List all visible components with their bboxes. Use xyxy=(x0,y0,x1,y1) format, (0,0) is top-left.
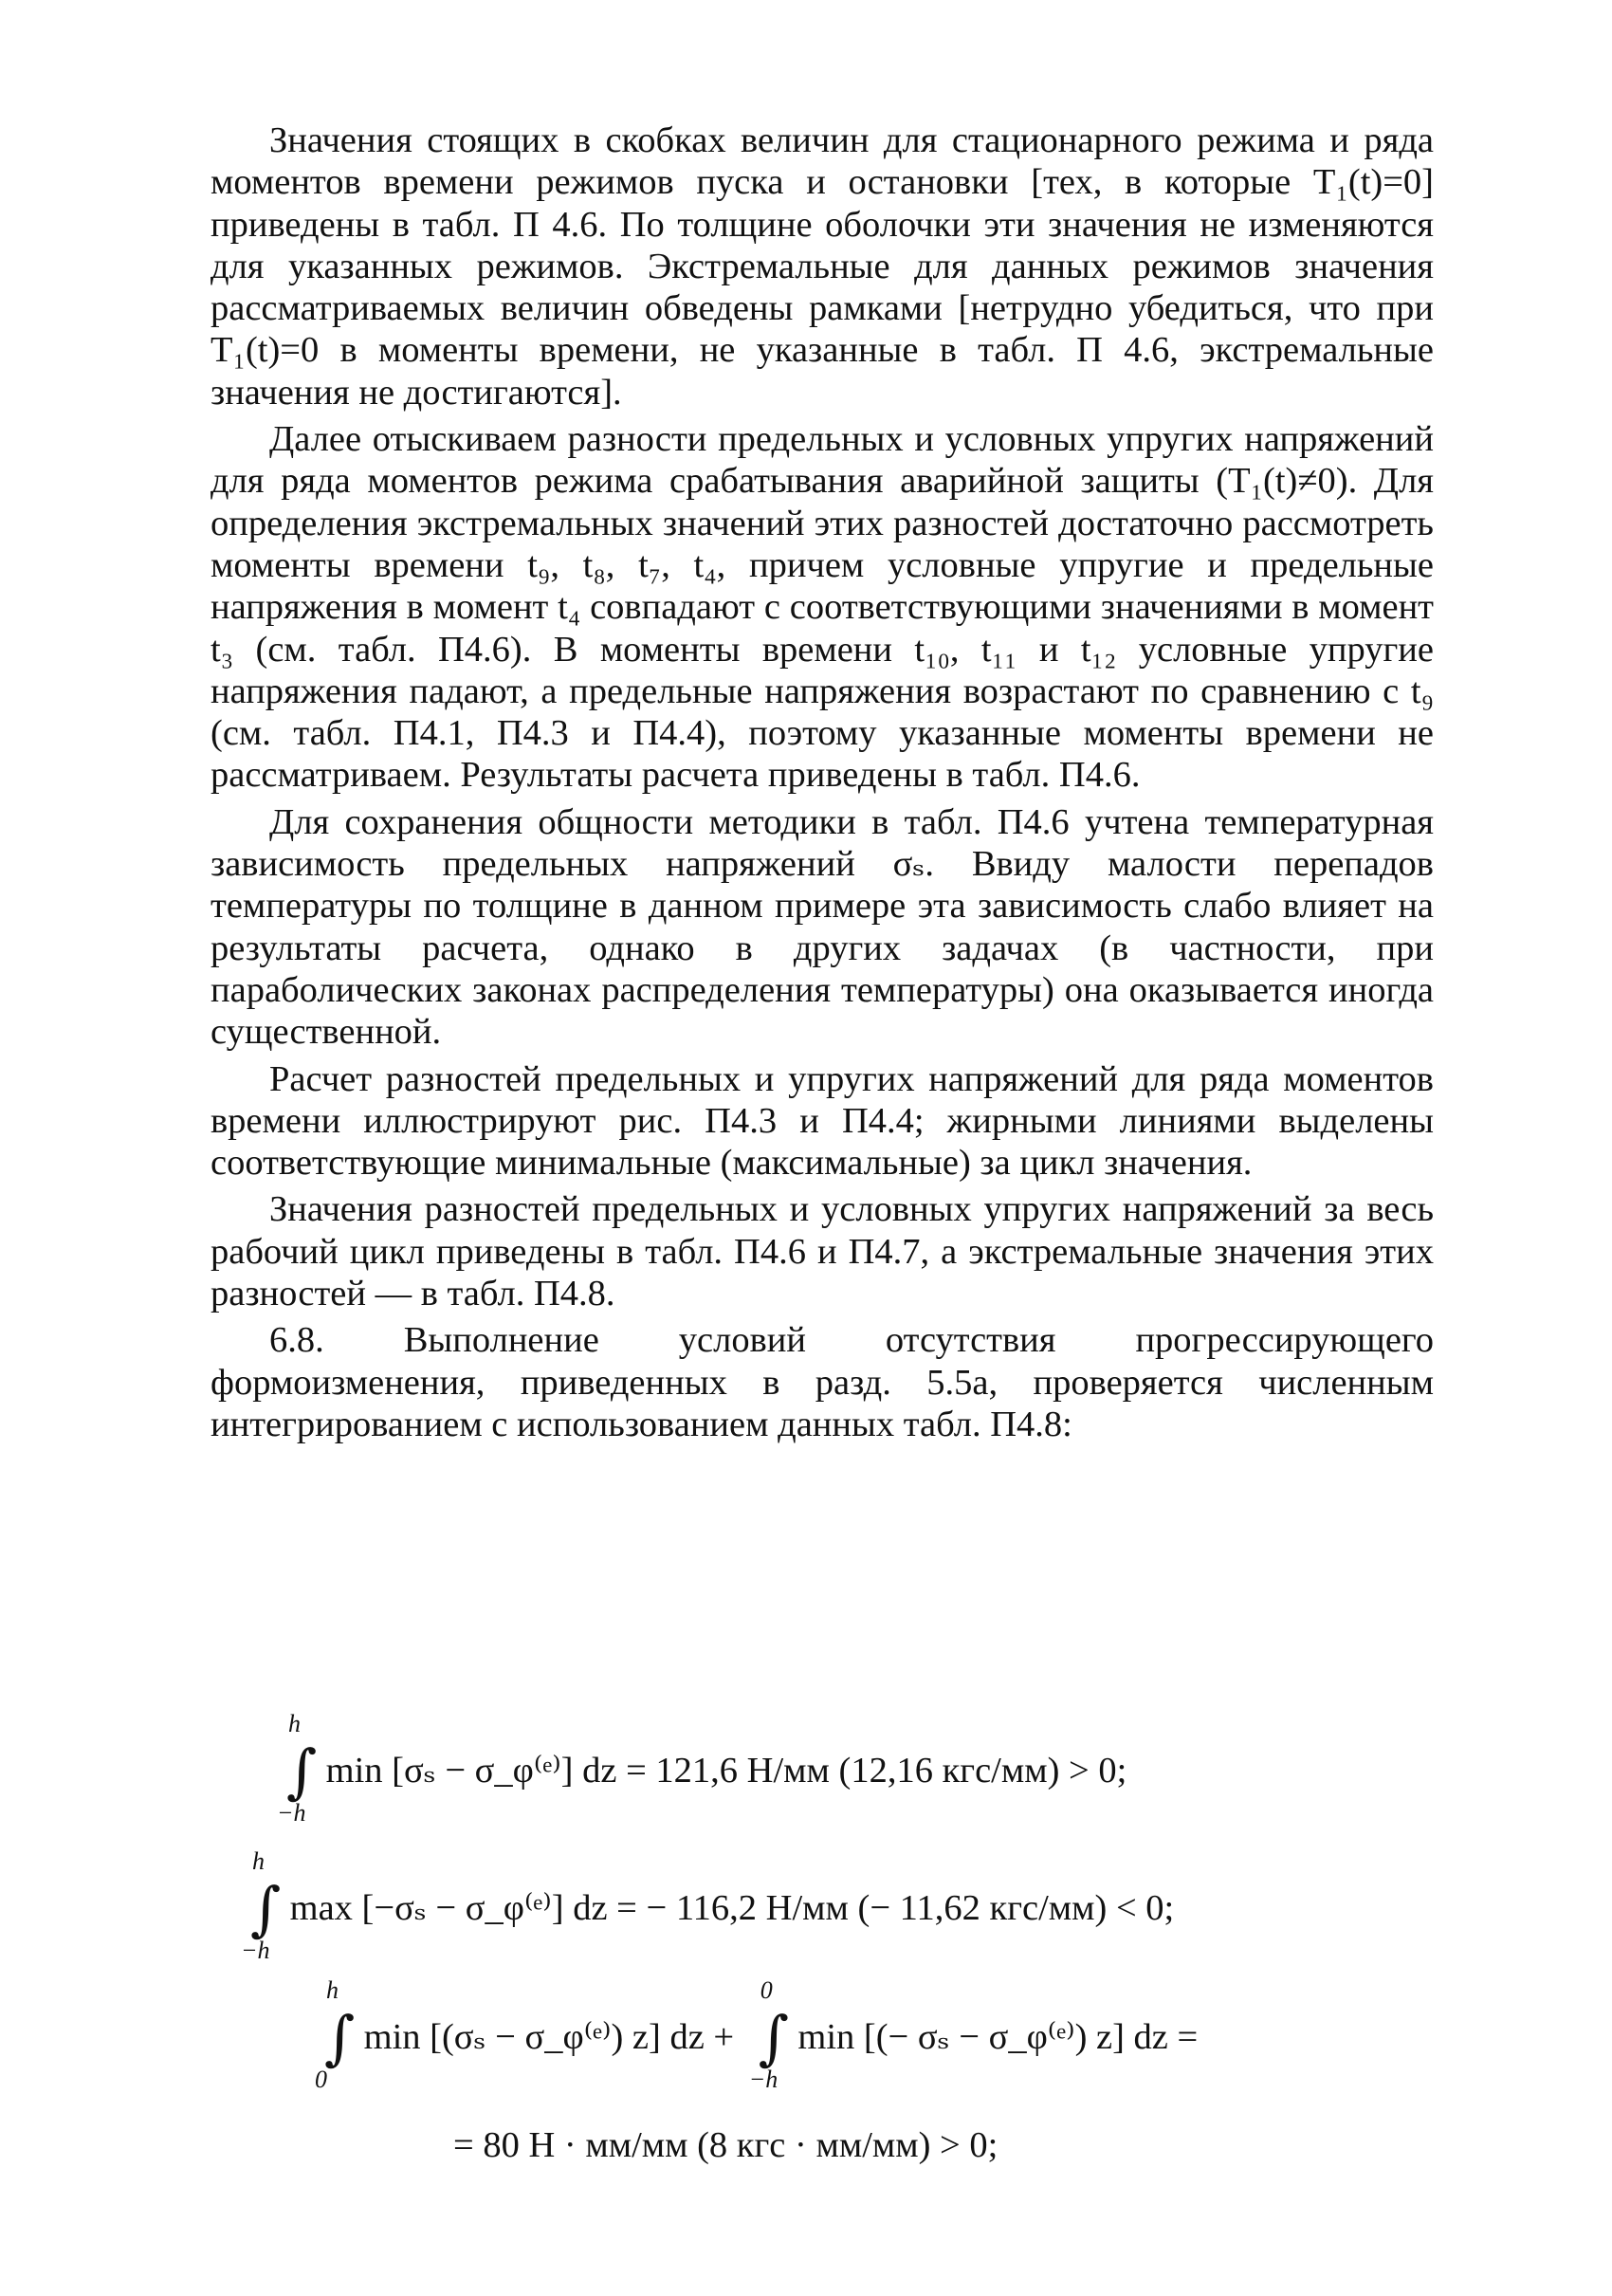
formula-1-expression: min [σₛ − σ_φ⁽ᵉ⁾] dz = 121,6 Н/мм (12,16 кгс/мм) > 0; xyxy=(325,1750,1127,1791)
integral-sign: 0 ∫ −h xyxy=(748,1976,790,2093)
paragraph-5: Значения разностей предельных и условных упругих напряжений за весь рабочий цикл приведены в табл. П4.6 и П4.7, а экстремальные значения этих разностей — в табл. П4.8. xyxy=(211,1189,1434,1314)
paragraph-2: Далее отыскиваем разности предельных и условных упругих напряжений для ряда моментов режима срабатывания аварийной защиты (T₁(t)≠0). Для определения экстремальных значений этих разностей достаточно рассмотреть моменты времени t₉, t₈, t₇, t₄, причем условные упругие и предельные напряжения в момент t₄ совпадают с соответствующими значениями в момент t₃ (см. табл. П4.6). В моменты времени t₁₀, t₁₁ и t₁₂ условные упругие напряжения падают, а предельные напряжения возрастают по сравнению с t₉ (см. табл. П4.1, П4.3 и П4.4), поэтому указанные моменты времени не рассматриваем. Результаты расчета приведены в табл. П4.6. xyxy=(211,419,1434,796)
formula-3-expression-a: min [(σₛ − σ_φ⁽ᵉ⁾) z] dz + xyxy=(363,2016,735,2057)
paragraph-6: 6.8. Выполнение условий отсутствия прогрессирующего формоизменения, приведенных в разд. 5.5а, проверяется численным интегрированием с использованием данных табл. П4.8: xyxy=(211,1320,1434,1444)
formula-3 xyxy=(315,1976,1199,2093)
integral-lower-limit: −h xyxy=(748,2066,779,2093)
integral-sign: h ∫ 0 xyxy=(315,1976,356,2093)
integral-upper-limit: 0 xyxy=(760,1976,773,2004)
integral-upper-limit: h xyxy=(252,1847,265,1875)
body-text xyxy=(211,119,1434,1450)
formula-4 xyxy=(453,2124,998,2166)
integral-lower-limit: −h xyxy=(277,1799,306,1827)
integral-upper-limit: h xyxy=(288,1710,301,1737)
integral-upper-limit: h xyxy=(326,1976,339,2004)
integral-lower-limit: 0 xyxy=(315,2066,327,2093)
paragraph-4: Расчет разностей предельных и упругих напряжений для ряда моментов времени иллюстрируют рис. П4.3 и П4.4; жирными линиями выделены соответствующие минимальные (максимальные) за цикл значения. xyxy=(211,1058,1434,1184)
formula-2 xyxy=(241,1847,1175,1964)
paragraph-3: Для сохранения общности методики в табл. П4.6 учтена температурная зависимость предельных напряжений σₛ. Ввиду малости перепадов температуры по толщине в данном примере эта зависимость слабо влияет на результаты расчета, однако в других задачах (в частности, при параболических законах распределения температуры) она оказывается иногда существенной. xyxy=(211,801,1434,1053)
formula-3-expression-b: min [(− σₛ − σ_φ⁽ᵉ⁾) z] dz = xyxy=(797,2016,1199,2057)
formula-1 xyxy=(277,1710,1127,1827)
integral-sign: h ∫ −h xyxy=(277,1710,318,1827)
integral-sign: h ∫ −h xyxy=(241,1847,282,1964)
paragraph-1: Значения стоящих в скобках величин для стационарного режима и ряда моментов времени режимов пуска и остановки [тех, в которые T₁(t)=0] приведены в табл. П 4.6. По толщине оболочки эти значения не изменяются для указанных режимов. Экстремальные для данных режимов значения рассматриваемых величин обведены рамками [нетрудно убедиться, что при T₁(t)=0 в моменты времени, не указанные в табл. П 4.6, экстремальные значения не достигаются]. xyxy=(211,120,1434,413)
integral-lower-limit: −h xyxy=(241,1937,270,1964)
formula-2-expression: max [−σₛ − σ_φ⁽ᵉ⁾] dz = − 116,2 Н/мм (− 11,62 кгс/мм) < 0; xyxy=(289,1887,1175,1928)
formula-4-expression: = 80 Н · мм/мм (8 кгс · мм/мм) > 0; xyxy=(453,2125,998,2165)
